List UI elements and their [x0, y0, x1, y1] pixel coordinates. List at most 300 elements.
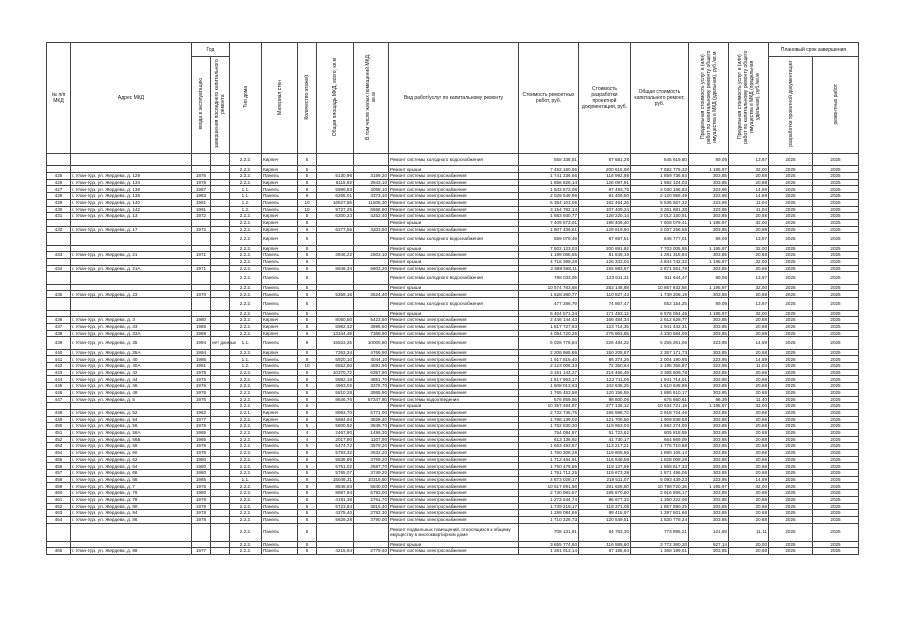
row-year-overhaul-cell — [211, 396, 230, 403]
row-residential-area-cell: 3943,10 — [354, 179, 389, 186]
row-total-area-cell: 10370,72 — [317, 369, 354, 376]
row-limit-unit-max-cell: 11,11 — [729, 523, 769, 541]
row-limit-unit-cell: 323,95 — [689, 363, 729, 370]
row-plan-works-cell: 2025 — [813, 337, 859, 349]
row-cost-repair-cell: 4 054 720,25 — [519, 330, 579, 337]
row-year-overhaul-cell — [211, 259, 230, 266]
row-total-area-cell: 15523,25 — [317, 337, 354, 349]
row-work-type-cell: Ремонт системы электроснабжения — [389, 490, 519, 497]
row-residential-area-cell — [354, 310, 389, 317]
row-limit-unit-max-cell: 20,68 — [729, 456, 769, 463]
row-wall-material-cell: Панель — [262, 516, 298, 523]
row-year-commission-cell: 1994 — [192, 337, 211, 349]
table-row — [47, 436, 859, 443]
row-year-overhaul-cell — [211, 376, 230, 383]
row-cost-total-cell: 2 030 166,83 — [631, 186, 689, 193]
row-floors-cell: 5 — [298, 166, 317, 173]
row-limit-unit-cell: 303,85 — [689, 349, 729, 356]
row-address-cell: г. Улан-Удэ, ул. Жердева, д. 134 — [71, 179, 192, 186]
row-no-cell: 434 — [47, 265, 71, 272]
row-cost-design-cell: 121 700,56 — [579, 416, 631, 423]
row-plan-works-cell: 2025 — [813, 541, 859, 548]
row-limit-unit-max-cell: 32,00 — [729, 259, 769, 266]
row-year-overhaul-cell — [211, 423, 230, 430]
row-cost-repair-cell: 6 404 571,34 — [519, 310, 579, 317]
row-work-type-cell: Ремонт системы электроснабжения — [389, 186, 519, 193]
row-total-area-cell — [317, 272, 354, 284]
table-row — [47, 403, 859, 410]
row-year-commission-cell: 1980 — [192, 490, 211, 497]
table-row — [47, 483, 859, 490]
row-year-commission-cell — [192, 154, 211, 166]
row-cost-design-cell: 113 217,21 — [579, 443, 631, 450]
header-plan-works: ремонтных работ — [813, 57, 859, 154]
row-limit-unit-max-cell: 32,00 — [729, 310, 769, 317]
row-residential-area-cell: 4766,90 — [354, 349, 389, 356]
row-limit-unit-cell: 1 195,97 — [689, 166, 729, 173]
row-plan-works-cell: 2025 — [813, 490, 859, 497]
row-year-commission-cell — [192, 310, 211, 317]
row-cost-design-cell: 118 992,98 — [579, 173, 631, 180]
row-year-commission-cell: 1985 — [192, 476, 211, 483]
header-year-group: Год — [192, 43, 230, 57]
header-wall-material: Материал стен — [262, 43, 298, 154]
row-limit-unit-cell: 303,85 — [689, 317, 729, 324]
row-year-overhaul-cell — [211, 523, 230, 541]
row-address-cell: г. Улан-Удэ, ул. Жердева, д. 48 — [71, 389, 192, 396]
row-plan-works-cell: 2025 — [813, 349, 859, 356]
row-floors-cell: 5 — [298, 259, 317, 266]
row-address-cell — [71, 245, 192, 252]
row-no-cell: 443 — [47, 369, 71, 376]
row-total-area-cell — [317, 245, 354, 252]
row-no-cell: 449 — [47, 416, 71, 423]
row-year-overhaul-cell — [211, 206, 230, 213]
row-no-cell: 425 — [47, 173, 71, 180]
row-year-commission-cell: 1962 — [192, 409, 211, 416]
row-wall-material-cell: Панель — [262, 476, 298, 483]
row-house-type-cell: 2.2.2. — [230, 233, 262, 245]
row-address-cell: г. Улан-Удэ, ул. Жердева, д. 13 — [71, 213, 192, 220]
row-no-cell: 435 — [47, 291, 71, 298]
row-no-cell: 458 — [47, 476, 71, 483]
row-total-area-cell: 8050,50 — [317, 317, 354, 324]
row-cost-repair-cell: 1 762 630,30 — [519, 423, 579, 430]
table-row — [47, 330, 859, 337]
row-address-cell: г. Улан-Удэ, ул. Жердева, д. 142 — [71, 206, 192, 213]
row-total-area-cell: 15046,31 — [317, 476, 354, 483]
row-limit-unit-max-cell: 11,04 — [729, 199, 769, 206]
row-wall-material-cell: Кирпич — [262, 317, 298, 324]
row-residential-area-cell — [354, 284, 389, 291]
row-cost-total-cell: 2 871 551,78 — [631, 265, 689, 272]
row-house-type-cell: 2.2.2. — [230, 245, 262, 252]
row-cost-design-cell: 87 581,28 — [579, 154, 631, 166]
row-work-type-cell: Ремонт системы электроснабжения — [389, 206, 519, 213]
row-limit-unit-cell: 303,85 — [689, 226, 729, 233]
row-residential-area-cell: 3524,40 — [354, 291, 389, 298]
row-cost-repair-cell: 4 873 028,17 — [519, 476, 579, 483]
row-plan-design-cell: 2025 — [769, 186, 813, 193]
row-address-cell — [71, 219, 192, 226]
row-wall-material-cell: Панель — [262, 463, 298, 470]
row-limit-unit-cell: 303,85 — [689, 389, 729, 396]
row-year-commission-cell — [192, 233, 211, 245]
row-no-cell — [47, 272, 71, 284]
row-cost-total-cell: 1 830 776,24 — [631, 516, 689, 523]
row-year-commission-cell: 1991 — [192, 206, 211, 213]
row-cost-total-cell: 3 261 881,38 — [631, 206, 689, 213]
row-house-type-cell: 2.2.2. — [230, 179, 262, 186]
row-floors-cell: 5 — [298, 396, 317, 403]
row-house-type-cell: 2.2.2. — [230, 470, 262, 477]
row-total-area-cell: 5761,02 — [317, 463, 354, 470]
row-year-commission-cell — [192, 245, 211, 252]
row-cost-repair-cell: 1 508 013,63 — [519, 383, 579, 390]
row-limit-unit-cell: 89,06 — [689, 233, 729, 245]
row-wall-material-cell: Панель — [262, 291, 298, 298]
table-header — [47, 43, 859, 154]
row-cost-design-cell: 123 714,35 — [579, 323, 631, 330]
header-no: № п/п МКД — [47, 43, 71, 154]
row-plan-works-cell: 2025 — [813, 193, 859, 200]
row-house-type-cell: 1.2. — [230, 199, 262, 206]
row-residential-area-cell: 5771,00 — [354, 409, 389, 416]
row-limit-unit-cell: 66,36 — [689, 396, 729, 403]
row-year-overhaul-cell — [211, 456, 230, 463]
row-plan-works-cell: 2025 — [813, 496, 859, 503]
row-cost-design-cell: 283 148,88 — [579, 284, 631, 291]
row-plan-works-cell: 2025 — [813, 516, 859, 523]
row-house-type-cell: 2.2.2. — [230, 298, 262, 310]
row-address-cell — [71, 541, 192, 548]
row-limit-unit-cell: 1 195,97 — [689, 284, 729, 291]
row-residential-area-cell: 5423,50 — [354, 317, 389, 324]
row-floors-cell: 5 — [298, 245, 317, 252]
row-plan-works-cell: 2025 — [813, 259, 859, 266]
row-limit-unit-cell: 89,06 — [689, 154, 729, 166]
row-house-type-cell: 1.1. — [230, 337, 262, 349]
row-address-cell: г. Улан-Удэ, ул. Жердева, д. 52 — [71, 409, 192, 416]
row-residential-area-cell: 3276,70 — [354, 383, 389, 390]
row-plan-works-cell: 2025 — [813, 503, 859, 510]
row-total-area-cell: 7263,34 — [317, 349, 354, 356]
row-plan-works-cell: 2025 — [813, 409, 859, 416]
row-house-type-cell: 2.2.2. — [230, 396, 262, 403]
row-plan-works-cell: 2025 — [813, 252, 859, 259]
row-year-overhaul-cell — [211, 409, 230, 416]
row-year-overhaul-cell — [211, 483, 230, 490]
row-residential-area-cell: 3851,70 — [354, 376, 389, 383]
row-total-area-cell: 5793,32 — [317, 450, 354, 457]
row-year-overhaul-cell — [211, 186, 230, 193]
row-total-area-cell: 3946,22 — [317, 252, 354, 259]
row-year-commission-cell: 1987 — [192, 186, 211, 193]
row-house-type-cell: 2.2.1. — [230, 409, 262, 416]
row-house-type-cell: 2.2.2. — [230, 429, 262, 436]
row-house-type-cell: 2.2.2. — [230, 496, 262, 503]
row-cost-design-cell: 64 763,30 — [579, 523, 631, 541]
table-row — [47, 310, 859, 317]
row-year-commission-cell: 1976 — [192, 383, 211, 390]
row-limit-unit-cell: 303,85 — [689, 463, 729, 470]
row-total-area-cell: 5130,96 — [317, 173, 354, 180]
row-floors-cell: 5 — [298, 349, 317, 356]
row-floors-cell: 5 — [298, 496, 317, 503]
row-year-overhaul-cell — [211, 503, 230, 510]
row-floors-cell: 5 — [298, 233, 317, 245]
row-residential-area-cell: 57347,80 — [354, 396, 389, 403]
row-plan-design-cell: 2025 — [769, 226, 813, 233]
row-cost-design-cell: 72 350,64 — [579, 363, 631, 370]
row-address-cell: г. Улан-Удэ, ул. Жердева, д. 60 — [71, 450, 192, 457]
row-address-cell: г. Улан-Удэ, ул. Жердева, д. 140 — [71, 199, 192, 206]
row-cost-total-cell: 1 739 208,19 — [631, 291, 689, 298]
row-total-area-cell: 8987,94 — [317, 490, 354, 497]
row-address-cell: г. Улан-Удэ, ул. Жердева, д. 58 — [71, 443, 192, 450]
row-cost-repair-cell: 1 942 673,08 — [519, 186, 579, 193]
row-no-cell — [47, 541, 71, 548]
row-house-type-cell: 2.2.2. — [230, 166, 262, 173]
table-row — [47, 516, 859, 523]
row-cost-repair-cell: 10 574 783,68 — [519, 284, 579, 291]
row-cost-repair-cell: 576 859,55 — [519, 396, 579, 403]
row-plan-works-cell: 2025 — [813, 272, 859, 284]
row-limit-unit-max-cell: 20,68 — [729, 376, 769, 383]
row-limit-unit-cell: 89,06 — [689, 298, 729, 310]
row-work-type-cell: Ремонт системы электроснабжения — [389, 363, 519, 370]
row-residential-area-cell: 2761,70 — [354, 496, 389, 503]
row-plan-design-cell: 2025 — [769, 429, 813, 436]
row-no-cell: 439 — [47, 337, 71, 349]
row-plan-works-cell: 2025 — [813, 383, 859, 390]
row-cost-repair-cell: 754 094,97 — [519, 429, 579, 436]
row-cost-repair-cell: 559 079,49 — [519, 233, 579, 245]
row-limit-unit-max-cell: 14,59 — [729, 337, 769, 349]
row-limit-unit-max-cell: 20,68 — [729, 213, 769, 220]
row-house-type-cell: 2.2.2. — [230, 443, 262, 450]
row-floors-cell: 5 — [298, 330, 317, 337]
row-no-cell: 463 — [47, 510, 71, 517]
row-work-type-cell: Ремонт крыши — [389, 403, 519, 410]
row-limit-unit-max-cell: 13,97 — [729, 233, 769, 245]
row-cost-design-cell: 74 867,47 — [579, 298, 631, 310]
table-row — [47, 510, 859, 517]
row-cost-design-cell: 98 800,06 — [579, 396, 631, 403]
row-address-cell: г. Улан-Удэ, ул. Жердева, д. 23 — [71, 291, 192, 298]
row-limit-unit-max-cell: 20,68 — [729, 179, 769, 186]
row-residential-area-cell — [354, 259, 389, 266]
row-year-overhaul-cell — [211, 349, 230, 356]
row-plan-works-cell: 2025 — [813, 523, 859, 541]
row-total-area-cell — [317, 298, 354, 310]
row-cost-design-cell: 118 371,08 — [579, 503, 631, 510]
row-work-type-cell: Ремонт системы электроснабжения — [389, 463, 519, 470]
row-house-type-cell: 2.2.2. — [230, 310, 262, 317]
row-cost-total-cell: 805 818,59 — [631, 429, 689, 436]
row-house-type-cell: 2.2.2. — [230, 541, 262, 548]
row-plan-design-cell: 2025 — [769, 548, 813, 555]
row-house-type-cell: 2.2.2. — [230, 490, 262, 497]
row-plan-design-cell: 2025 — [769, 436, 813, 443]
row-no-cell — [47, 298, 71, 310]
row-cost-design-cell: 123 711,05 — [579, 376, 631, 383]
row-limit-unit-cell: 303,85 — [689, 383, 729, 390]
row-no-cell: 444 — [47, 376, 71, 383]
row-work-type-cell: Ремонт системы электроснабжения — [389, 193, 519, 200]
row-address-cell: г. Улан-Удэ, ул. Жердева, д. 88 — [71, 548, 192, 555]
row-plan-design-cell: 2025 — [769, 423, 813, 430]
row-work-type-cell: Ремонт системы электроснабжения — [389, 503, 519, 510]
header-floors: Количество этажей — [298, 43, 317, 154]
row-work-type-cell: Ремонт крыши — [389, 310, 519, 317]
row-floors-cell: 5 — [298, 470, 317, 477]
row-cost-repair-cell: 1 628 380,77 — [519, 291, 579, 298]
row-limit-unit-max-cell: 14,59 — [729, 193, 769, 200]
row-house-type-cell: 1.2. — [230, 206, 262, 213]
row-plan-design-cell: 2025 — [769, 496, 813, 503]
row-no-cell: 441 — [47, 356, 71, 363]
row-no-cell — [47, 259, 71, 266]
row-cost-design-cell: 119 137,89 — [579, 463, 631, 470]
row-address-cell: г. Улан-Удэ, ул. Жердева, д. 80 — [71, 503, 192, 510]
row-limit-unit-max-cell: 14,59 — [729, 186, 769, 193]
row-plan-works-cell: 2025 — [813, 154, 859, 166]
row-wall-material-cell: Кирпич — [262, 166, 298, 173]
row-limit-unit-max-cell: 20,68 — [729, 443, 769, 450]
row-wall-material-cell: Панель — [262, 383, 298, 390]
row-cost-design-cell: 119 963,03 — [579, 423, 631, 430]
row-cost-total-cell: 5 536 567,32 — [631, 199, 689, 206]
row-address-cell: г. Улан-Удэ, ул. Жердева, д. 35 — [71, 337, 192, 349]
row-residential-area-cell: 10316,50 — [354, 476, 389, 483]
row-plan-design-cell: 2025 — [769, 369, 813, 376]
table-row — [47, 213, 859, 220]
row-no-cell: 446 — [47, 389, 71, 396]
row-no-cell: 453 — [47, 443, 71, 450]
row-limit-unit-cell: 303,85 — [689, 252, 729, 259]
row-year-overhaul-cell — [211, 233, 230, 245]
row-year-commission-cell: 1991 — [192, 363, 211, 370]
row-cost-design-cell: 86 374,26 — [579, 356, 631, 363]
row-residential-area-cell: 2779,40 — [354, 548, 389, 555]
row-cost-repair-cell: 1 741 236,66 — [519, 173, 579, 180]
row-address-cell: г. Улан-Удэ, ул. Жердева, д. 84 — [71, 510, 192, 517]
row-total-area-cell: 16527,56 — [317, 199, 354, 206]
row-cost-total-cell: 1 941 714,01 — [631, 376, 689, 383]
row-year-commission-cell: 1976 — [192, 423, 211, 430]
row-year-commission-cell: 1980 — [192, 317, 211, 324]
row-residential-area-cell: 5603,20 — [354, 265, 389, 272]
row-work-type-cell: Ремонт системы электроснабжения — [389, 323, 519, 330]
row-work-type-cell: Ремонт системы электроснабжения — [389, 416, 519, 423]
row-cost-repair-cell: 7 492 160,65 — [519, 166, 579, 173]
table-row — [47, 226, 859, 233]
row-plan-works-cell: 2025 — [813, 389, 859, 396]
row-address-cell: г. Улан-Удэ, ул. Жердева, д. 44 — [71, 376, 192, 383]
row-cost-total-cell: 1 281 315,84 — [631, 252, 689, 259]
row-plan-works-cell: 2025 — [813, 369, 859, 376]
row-wall-material-cell: Кирпич — [262, 416, 298, 423]
row-cost-repair-cell: 7 502 123,03 — [519, 245, 579, 252]
row-wall-material-cell: Панель — [262, 470, 298, 477]
row-cost-repair-cell: 2 029 549,99 — [519, 193, 579, 200]
row-cost-total-cell: 1 941 442,31 — [631, 323, 689, 330]
row-limit-unit-cell: 1 195,97 — [689, 310, 729, 317]
row-year-overhaul-cell — [211, 226, 230, 233]
row-plan-design-cell: 2025 — [769, 450, 813, 457]
row-house-type-cell: 2.2.2. — [230, 265, 262, 272]
row-wall-material-cell: Панель — [262, 356, 298, 363]
row-cost-design-cell: 123 611,31 — [579, 272, 631, 284]
row-year-commission-cell: 1977 — [192, 548, 211, 555]
row-work-type-cell: Ремонт системы электроснабжения — [389, 409, 519, 416]
row-house-type-cell: 2.2.2. — [230, 330, 262, 337]
row-limit-unit-max-cell: 20,68 — [729, 330, 769, 337]
header-address: Адрес МКД — [71, 43, 192, 154]
row-cost-design-cell: 51 723,62 — [579, 429, 631, 436]
row-year-overhaul-cell — [211, 490, 230, 497]
row-work-type-cell: Ремонт системы электроснабжения — [389, 291, 519, 298]
row-address-cell: г. Улан-Удэ, ул. Жердева, д. 62 — [71, 456, 192, 463]
row-year-overhaul-cell — [211, 516, 230, 523]
row-limit-unit-max-cell: 20,68 — [729, 436, 769, 443]
row-address-cell: г. Улан-Удэ, ул. Жердева, д. 56 — [71, 423, 192, 430]
row-year-overhaul-cell — [211, 548, 230, 555]
row-residential-area-cell: 3579,20 — [354, 443, 389, 450]
row-house-type-cell: 2.2.2. — [230, 369, 262, 376]
row-total-area-cell: 2467,80 — [317, 429, 354, 436]
row-cost-repair-cell: 2 123 006,33 — [519, 363, 579, 370]
row-limit-unit-max-cell: 32,00 — [729, 166, 769, 173]
row-house-type-cell: 2.2.2. — [230, 252, 262, 259]
row-address-cell — [71, 154, 192, 166]
row-no-cell: 456 — [47, 463, 71, 470]
row-cost-design-cell: 226 484,22 — [579, 337, 631, 349]
row-address-cell — [71, 310, 192, 317]
table-row — [47, 186, 859, 193]
row-work-type-cell: Ремонт системы электроснабжения — [389, 389, 519, 396]
header-limit-unit-max: Предельная стоимость услуг и (или) работ по капитальному ремонту общего имущества в МКД (предельная удельная), руб./кв.м — [729, 43, 769, 154]
row-limit-unit-max-cell: 20,68 — [729, 490, 769, 497]
row-floors-cell: 5 — [298, 369, 317, 376]
row-no-cell: 437 — [47, 323, 71, 330]
row-plan-works-cell: 2025 — [813, 470, 859, 477]
row-no-cell: 445 — [47, 383, 71, 390]
header-residential-area: В том числе жилых помещений МКД, кв.м — [354, 43, 389, 154]
row-cost-total-cell: 2 916 856,17 — [631, 490, 689, 497]
row-cost-total-cell: 1 857 590,25 — [631, 503, 689, 510]
row-wall-material-cell: Кирпич — [262, 154, 298, 166]
row-cost-design-cell: 219 511,07 — [579, 476, 631, 483]
row-work-type-cell: Ремонт системы электроснабжения — [389, 226, 519, 233]
row-house-type-cell: 2.2.2. — [230, 456, 262, 463]
row-year-overhaul-cell — [211, 291, 230, 298]
row-wall-material-cell: Панель — [262, 206, 298, 213]
row-cost-total-cell: 1 776 710,88 — [631, 443, 689, 450]
row-no-cell: 450 — [47, 423, 71, 430]
header-year-commission: ввода в эксплуатацию — [192, 57, 211, 154]
row-wall-material-cell: Панель — [262, 376, 298, 383]
row-plan-design-cell: 2025 — [769, 389, 813, 396]
row-address-cell: г. Улан-Удэ, ул. Жердева, д. 129 — [71, 173, 192, 180]
table-row — [47, 245, 859, 252]
row-residential-area-cell: 4591,90 — [354, 363, 389, 370]
header-cost-repair: Стоимость ремонтных работ, руб. — [519, 43, 579, 154]
row-floors-cell: 5 — [298, 450, 317, 457]
table-row — [47, 383, 859, 390]
row-wall-material-cell: Панель — [262, 173, 298, 180]
